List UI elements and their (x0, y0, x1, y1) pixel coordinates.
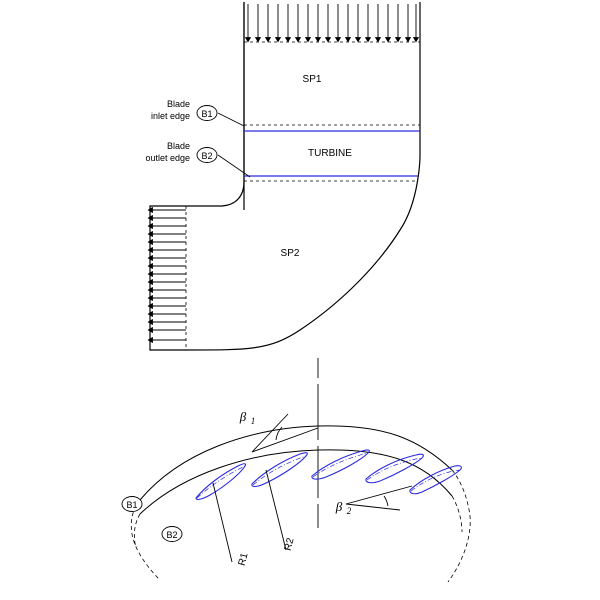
radius-line-r1 (213, 483, 232, 562)
region-label-sp1: SP1 (302, 74, 322, 85)
blade-camber-line (197, 466, 245, 498)
beta1-ray-a (252, 428, 318, 452)
blade-profile (366, 454, 423, 483)
region-label-turbine: TURBINE (308, 148, 352, 159)
inlet-arrow-group (248, 4, 416, 38)
beta2-angle-group (346, 486, 412, 510)
cascade-right-dashed-boundary (448, 470, 470, 582)
cascade-left-dashed-boundary (131, 500, 160, 580)
cascade-marker-b1: B1 (126, 500, 138, 510)
radius-label-r2: R2 (282, 536, 297, 552)
beta2-ray-b (346, 504, 400, 510)
cascade-outer-arc (140, 426, 452, 500)
callout-marker-b1: B1 (201, 109, 213, 119)
blade-camber-line (313, 453, 368, 477)
callout-b1-line1: Blade (166, 99, 190, 109)
blade-profile (312, 450, 369, 479)
callout-b2-line2: outlet edge (145, 153, 190, 163)
beta2-arc (384, 496, 388, 506)
region-label-sp2: SP2 (280, 248, 300, 259)
beta1-symbol: β (239, 409, 247, 424)
radius-line-r2 (266, 470, 286, 550)
cascade-right-inner-dashed (452, 496, 462, 532)
top-view-group (150, 2, 420, 350)
cascade-left-inner-dashed (134, 514, 140, 548)
outlet-arrow-group (152, 210, 186, 340)
callout-leader-b2 (218, 155, 250, 177)
beta2-ray-a (346, 486, 412, 504)
beta1-ray-b (252, 414, 288, 452)
bottom-view-group (122, 358, 470, 582)
callout-b1-line2: inlet edge (150, 111, 190, 121)
blade-group (196, 450, 461, 499)
cascade-marker-b2: B2 (166, 530, 178, 540)
callout-leader-b1 (218, 113, 244, 126)
beta2-subscript: 2 (346, 506, 352, 516)
callout-b2-line1: Blade (166, 141, 190, 151)
blade-profile (252, 453, 307, 487)
beta1-subscript: 1 (250, 416, 256, 426)
beta2-symbol: β (335, 499, 343, 514)
callout-marker-b2: B2 (201, 151, 213, 161)
blade-camber-line (253, 456, 306, 485)
radius-label-r1: R1 (236, 551, 251, 567)
